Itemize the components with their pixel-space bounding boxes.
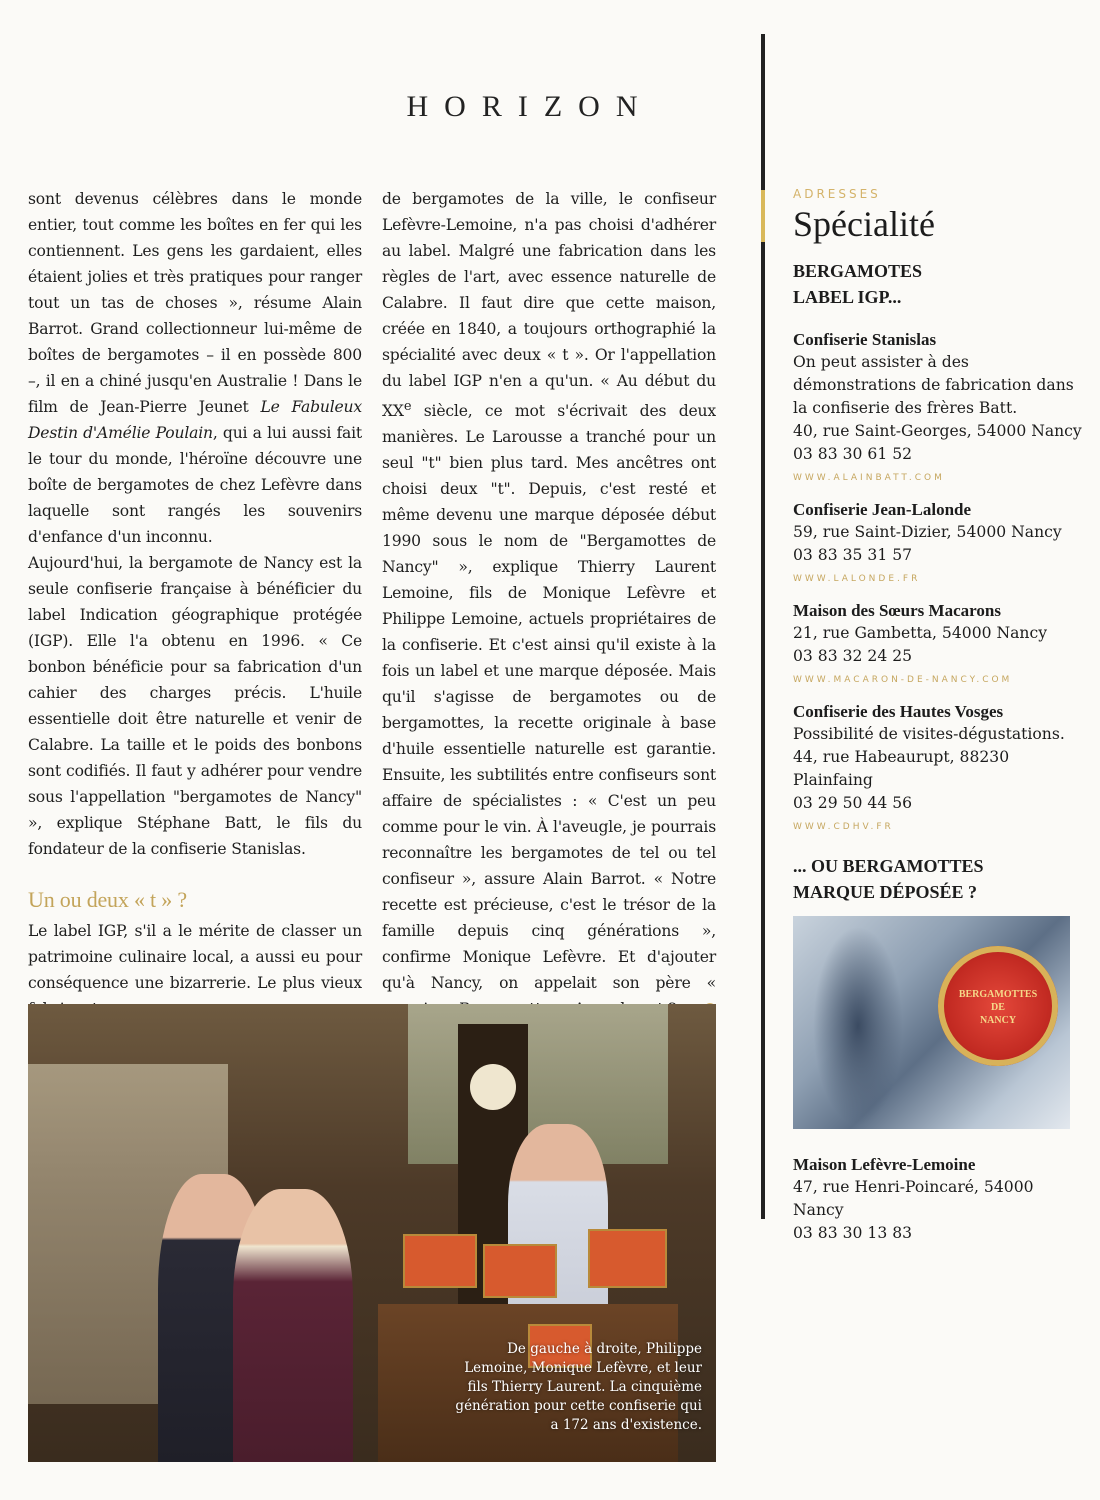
sub-heading: Un ou deux « t » ? — [28, 887, 187, 912]
film-title: Le Fabuleux Destin d'Amélie Poulain — [28, 398, 362, 442]
paragraph: Aujourd'hui, la bergamote de Nancy est la seule confiserie française à bénéficier du label Indication géographique protégée (IGP). Elle l'a obtenu en 1996. « Ce bonbon bénéficie pour sa fabrication d'un cahier des charges précis. L'huile essentielle doit être naturelle et venir de Calabre. La taille et le poids des bonbons sont codifiés. Il faut y adhérer pour vendre sous l'appellation "bergamotes de Nancy" », explique Stéphane Batt, le fils du fondateur de la confiserie Stanislas. — [28, 554, 362, 858]
sidebar-subheading — [793, 258, 1083, 310]
entry-line: Possibilité de visites-dégustations. — [793, 725, 1065, 743]
photo-caption: De gauche à droite, Philippe Lemoine, Monique Lefèvre, et leur fils Thierry Laurent. La cinquième génération pour cette confiserie qui a 172 ans d'existence. — [455, 1341, 702, 1433]
paragraph — [28, 186, 362, 550]
entry-address: 21, rue Gambetta, 54000 Nancy — [793, 624, 1048, 642]
entry-address: 47, rue Henri-Poincaré, 54000 Nancy — [793, 1178, 1034, 1219]
shop-name: Maison des Sœurs Macarons — [793, 601, 1001, 620]
tin-label-line: DE — [991, 1002, 1005, 1013]
person-monique — [233, 1189, 353, 1462]
entry-url: WWW.MACARON-DE-NANCY.COM — [793, 675, 1013, 685]
entry-url: WWW.ALAINBATT.COM — [793, 473, 945, 483]
entry-phone: 03 29 50 44 56 — [793, 794, 913, 812]
text-run: de bergamotes de la ville, le confiseur Lefèvre-Lemoine, n'a pas choisi d'adhérer au label. Malgré une fabrication dans les règles de l'art, avec essence naturelle de Calabre. Il faut dire que cette maison, créée en 1840, a toujours orthographié la spécialité avec deux « t ». Or l'appellation du label IGP n'en a qu'un. « Au début du XX — [382, 190, 716, 421]
tin-label — [953, 988, 1043, 1027]
subheading-line: LABEL IGP... — [793, 287, 902, 307]
entry-line: On peut assister à des démonstrations de fabrication dans la confiserie des frères Batt. — [793, 353, 1074, 417]
entry-address: 59, rue Saint-Dizier, 54000 Nancy — [793, 523, 1062, 541]
text-run: siècle, ce mot s'écrivait des deux manières. Le Larousse a tranché pour un seul "t" bien plus tard. Mes ancêtres ont choisi deux "t". Depuis, c'est resté et même devenu une marque déposée début 1990 sous le nom de "Bergamottes de Nancy" », explique Thierry Laurent Lemoine, fils de Monique Lefèvre et Philippe Lemoine, actuels propriétaires de la confiserie. Et c'est ainsi qu'il existe à la fois un label et une marque déposée. Mais qu'il s'agisse de bergamotes ou de bergamottes, la recette originale à base d'huile essentielle naturelle est garantie. Ensuite, les subtilités entre confiseurs sont affaire de spécialistes : « C'est un peu comme pour le vin. À l'aveugle, je pourrais reconnaître les bergamotes de tel ou tel confiseur », assure Alain Barrot. « Notre recette est précieuse, c'est le trésor de la famille depuis cinq générations », confirme Monique Lefèvre. Et d'ajouter qu'à Nancy, on appelait son père « — [382, 402, 716, 993]
entry-phone: 03 83 30 13 83 — [793, 1224, 913, 1242]
shop-name: Confiserie des Hautes Vosges — [793, 702, 1004, 721]
shop-name: Confiserie Stanislas — [793, 330, 937, 349]
entry-phone: 03 83 32 24 25 — [793, 647, 913, 665]
article-column-1 — [28, 186, 362, 1022]
bergamotte-box — [588, 1229, 667, 1288]
passerby-blur — [813, 926, 903, 1126]
shop-name: Maison Lefèvre-Lemoine — [793, 1155, 976, 1174]
section-header: HORIZON — [406, 90, 654, 123]
text-run: , qui a lui aussi fait le tour du monde, l'héroïne découvre une boîte de bergamotes de chez Lefèvre dans laquelle sont rangés les souvenirs d'enfance d'un inconnu. — [28, 424, 363, 546]
entry-phone: 03 83 35 31 57 — [793, 546, 913, 564]
subheading-line: BERGAMOTES — [793, 261, 923, 281]
tin-label-line: NANCY — [979, 1015, 1017, 1026]
address-entry — [793, 599, 1083, 686]
entry-address: 40, rue Saint-Georges, 54000 Nancy — [793, 422, 1082, 440]
address-entry — [793, 700, 1083, 833]
shop-name: Confiserie Jean-Lalonde — [793, 500, 972, 519]
tin-label-line: BERGAMOTTES — [958, 989, 1038, 1000]
entry-url: WWW.CDHV.FR — [793, 822, 894, 832]
bergamotte-box — [483, 1244, 557, 1298]
bergamotte-box — [403, 1234, 477, 1288]
address-entry — [793, 1153, 1083, 1245]
superscript: e — [403, 399, 412, 414]
entry-address: 44, rue Habeaurupt, 88230 Plainfaing — [793, 748, 1010, 789]
paragraph — [382, 186, 716, 1022]
gold-accent-bar — [761, 190, 765, 242]
bergamottes-tin-photo — [793, 916, 1070, 1129]
sidebar-kicker: ADRESSES — [793, 187, 881, 201]
subheading-line: ... OU BERGAMOTTES — [793, 856, 984, 876]
text-run: sont devenus célèbres dans le monde entier, tout comme les boîtes en fer qui les contiennent. Les gens les gardaient, elles étaient jolies et très pratiques pour ranger tout un tas de choses », résume Alain Barrot. Grand collectionneur lui-même de boîtes de bergamotes – il en possède 800 –, il en a chiné jusqu'en Australie ! Dans le film de Jean-Pierre Jeunet — [28, 190, 362, 416]
subheading-line: MARQUE DÉPOSÉE ? — [793, 882, 978, 902]
sidebar-title: Spécialité — [793, 204, 935, 244]
address-entry — [793, 498, 1083, 585]
entry-url: WWW.LALONDE.FR — [793, 574, 921, 584]
sidebar-subheading — [793, 853, 1083, 905]
paragraph: Le label IGP, s'il a le mérite de classer un patrimoine culinaire local, a aussi eu pour conséquence une bizarrerie. Le plus vieux — [28, 922, 362, 992]
addresses-sidebar — [793, 186, 1083, 919]
clock-face-icon — [470, 1064, 516, 1110]
entry-phone: 03 83 30 61 52 — [793, 445, 913, 463]
article-column-2 — [382, 186, 716, 1022]
address-entry — [793, 328, 1083, 484]
